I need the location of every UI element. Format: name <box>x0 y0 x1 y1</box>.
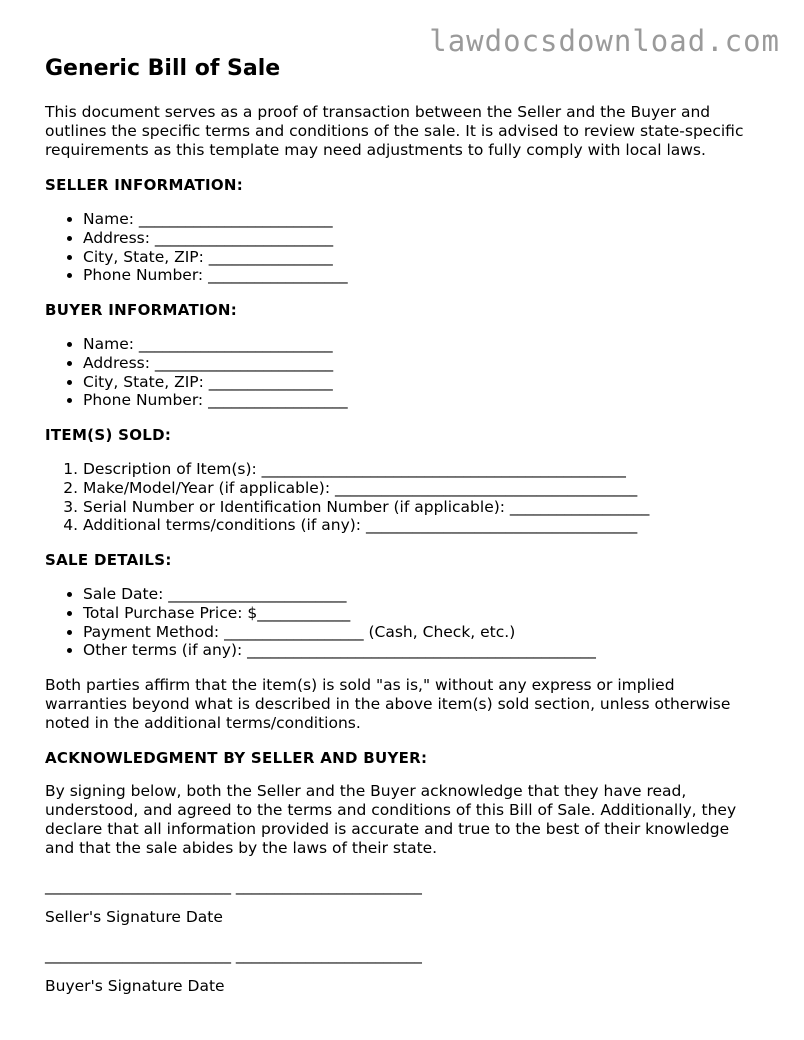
item-serial-number-field: 3. Serial Number or Identification Number (if applicable): __________________ <box>83 498 649 517</box>
seller-phone-field: • Phone Number: __________________ <box>83 266 348 285</box>
buyer-signature-line: ________________________ ________________________ <box>45 946 422 964</box>
intro-paragraph: This document serves as a proof of transaction between the Seller and the Buyer and outlines the specific terms and conditions of the sale. It is advised to review state-specific requirements as this template may need adjustments to fully comply with local laws. <box>45 103 744 159</box>
affirmation-paragraph: Both parties affirm that the item(s) is sold "as is," without any express or implied warranties beyond what is described in the above item(s) sold section, unless otherwise noted in the additional terms/conditions. <box>45 676 731 732</box>
seller-info-list <box>45 210 348 285</box>
watermark: lawdocsdownload.com <box>429 24 780 58</box>
buyer-phone-field: • Phone Number: __________________ <box>83 391 348 410</box>
other-terms-field: • Other terms (if any): _____________________________________________ <box>83 641 596 660</box>
seller-city-state-zip-field: • City, State, ZIP: ________________ <box>83 248 348 267</box>
seller-heading: SELLER INFORMATION: <box>45 176 244 194</box>
buyer-address-field: • Address: _______________________ <box>83 354 348 373</box>
acknowledgment-heading: ACKNOWLEDGMENT BY SELLER AND BUYER: <box>45 749 428 767</box>
item-description-field: 1. Description of Item(s): _______________________________________________ <box>83 460 649 479</box>
item-make-model-year-field: 2. Make/Model/Year (if applicable): _______________________________________ <box>83 479 649 498</box>
seller-address-field: • Address: _______________________ <box>83 229 348 248</box>
items-sold-list <box>45 460 649 535</box>
seller-signature-line: ________________________ ________________________ <box>45 877 422 895</box>
sale-details-list <box>45 585 596 660</box>
seller-signature-label: Seller's Signature Date <box>45 908 223 926</box>
sale-date-field: • Sale Date: _______________________ <box>83 585 596 604</box>
buyer-heading: BUYER INFORMATION: <box>45 301 238 319</box>
items-sold-heading: ITEM(S) SOLD: <box>45 426 172 444</box>
buyer-signature-label: Buyer's Signature Date <box>45 977 225 995</box>
buyer-name-field: • Name: _________________________ <box>83 335 348 354</box>
seller-name-field: • Name: _________________________ <box>83 210 348 229</box>
buyer-info-list <box>45 335 348 410</box>
total-price-field: • Total Purchase Price: $____________ <box>83 604 596 623</box>
buyer-city-state-zip-field: • City, State, ZIP: ________________ <box>83 373 348 392</box>
payment-method-field: • Payment Method: __________________ (Cash, Check, etc.) <box>83 623 596 642</box>
item-additional-terms-field: 4. Additional terms/conditions (if any): ___________________________________ <box>83 516 649 535</box>
acknowledgment-paragraph: By signing below, both the Seller and the Buyer acknowledge that they have read, understood, and agreed to the terms and conditions of this Bill of Sale. Additionally, they declare that all information provided is accurate and true to the best of their knowledge and that the sale abides by the laws of their state. <box>45 782 737 857</box>
document-title: Generic Bill of Sale <box>45 56 281 81</box>
sale-details-heading: SALE DETAILS: <box>45 551 172 569</box>
